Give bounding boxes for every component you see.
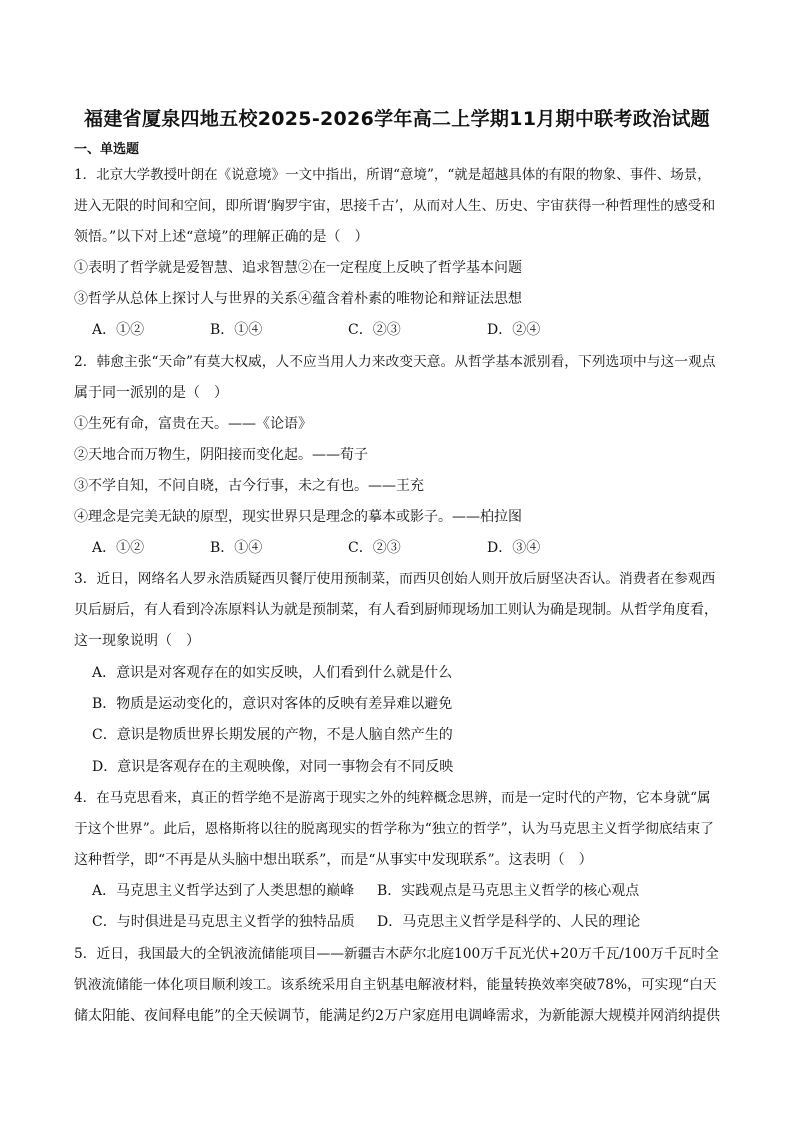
question-text-line: 属于同一派别的是（ ） <box>74 385 228 401</box>
question-text-line: 3．近日，网络名人罗永浩质疑西贝餐厅使用预制菜，而西贝创始人则开放后厨坚决否认。消费者在参观西 <box>74 571 716 587</box>
option-b: B．实践观点是马克思主义哲学的核心观点 <box>377 883 640 899</box>
statement-line: ④理念是完美无缺的原型，现实世界只是理念的摹本或影子。——柏拉图 <box>74 509 522 525</box>
option-c: C．与时俱进是马克思主义哲学的独特品质 <box>92 914 355 930</box>
question-text-line: 进入无限的时间和空间，即所谓‘胸罗宇宙，思接千古’，从而对人生、历史、宇宙获得一种哲理性的感受和 <box>74 198 716 214</box>
section-heading: 一、单选题 <box>74 142 140 157</box>
option-c: C．②③ <box>348 322 401 338</box>
option-b: B．①④ <box>210 540 263 556</box>
option-d: D．②④ <box>487 322 541 338</box>
option-d: D．③④ <box>487 540 541 556</box>
question-text-line: 1．北京大学教授叶朗在《说意境》一文中指出，所谓“意境”，“就是超越具体的有限的物象、事件、场景， <box>74 167 711 183</box>
question-text-line: 4．在马克思看来，真正的哲学绝不是游离于现实之外的纯粹概念思辨，而是一定时代的产物，它本身就“属 <box>74 790 711 806</box>
option-b: B．物质是运动变化的，意识对客体的反映有差异难以避免 <box>92 696 453 712</box>
question-text-line: 领悟。”以下对上述“意境”的理解正确的是（ ） <box>74 229 369 245</box>
option-c: C．②③ <box>348 540 401 556</box>
option-b: B．①④ <box>210 322 263 338</box>
statement-line: ②天地合而万物生，阴阳接而变化起。——荀子 <box>74 447 368 463</box>
question-text-line: 储太阳能、夜间释电能”的全天候调节，能满足约2万户家庭用电调峰需求，为新能源大规模并网消纳提供 <box>74 1008 721 1024</box>
option-c: C．意识是物质世界长期发展的产物，不是人脑自然产生的 <box>92 727 453 743</box>
option-a: A．马克思主义哲学达到了人类思想的巅峰 <box>92 883 355 899</box>
option-a: A．①② <box>92 540 145 556</box>
option-a: A．①② <box>92 322 145 338</box>
statement-line: ①生死有命，富贵在天。——《论语》 <box>74 416 312 432</box>
question-text-line: 于这个世界”。此后，恩格斯将以往的脱离现实的哲学称为“独立的哲学”，认为马克思主义哲学彻底结束了 <box>74 821 714 837</box>
statement-line: ③哲学从总体上探讨人与世界的关系④蕴含着朴素的唯物论和辩证法思想 <box>74 291 522 307</box>
question-text-line: 这一现象说明（ ） <box>74 633 200 649</box>
question-text-line: 2．韩愈主张“天命”有莫大权威，人不应当用人力来改变天意。从哲学基本派别看，下列选项中与这一观点 <box>74 354 716 370</box>
question-text-line: 5．近日，我国最大的全钒液流储能项目——新疆吉木萨尔北庭100万千瓦光伏+20万千瓦/100万千瓦时全 <box>74 946 719 962</box>
option-a: A．意识是对客观存在的如实反映，人们看到什么就是什么 <box>92 665 453 681</box>
option-d: D．意识是客观存在的主观映像，对同一事物会有不同反映 <box>92 759 454 775</box>
statement-line: ③不学自知，不问自晓，古今行事，未之有也。——王充 <box>74 478 424 494</box>
option-d: D．马克思主义哲学是科学的、人民的理论 <box>377 914 641 930</box>
statement-line: ①表明了哲学就是爱智慧、追求智慧②在一定程度上反映了哲学基本问题 <box>74 260 522 276</box>
question-text-line: 这种哲学，即“不再是从头脑中想出联系”，而是“从事实中发现联系”。这表明（ ） <box>74 852 593 868</box>
question-text-line: 钒液流储能一体化项目顺利竣工。该系统采用自主钒基电解液材料，能量转换效率突破78%，可实现“白天 <box>74 977 717 993</box>
question-text-line: 贝后厨后，有人看到冷冻原料认为就是预制菜，有人看到厨师现场加工则认为确是现制。从哲学角度看， <box>74 602 718 618</box>
exam-title: 福建省厦泉四地五校2025-2026学年高二上学期11月期中联考政治试题 <box>84 108 710 130</box>
